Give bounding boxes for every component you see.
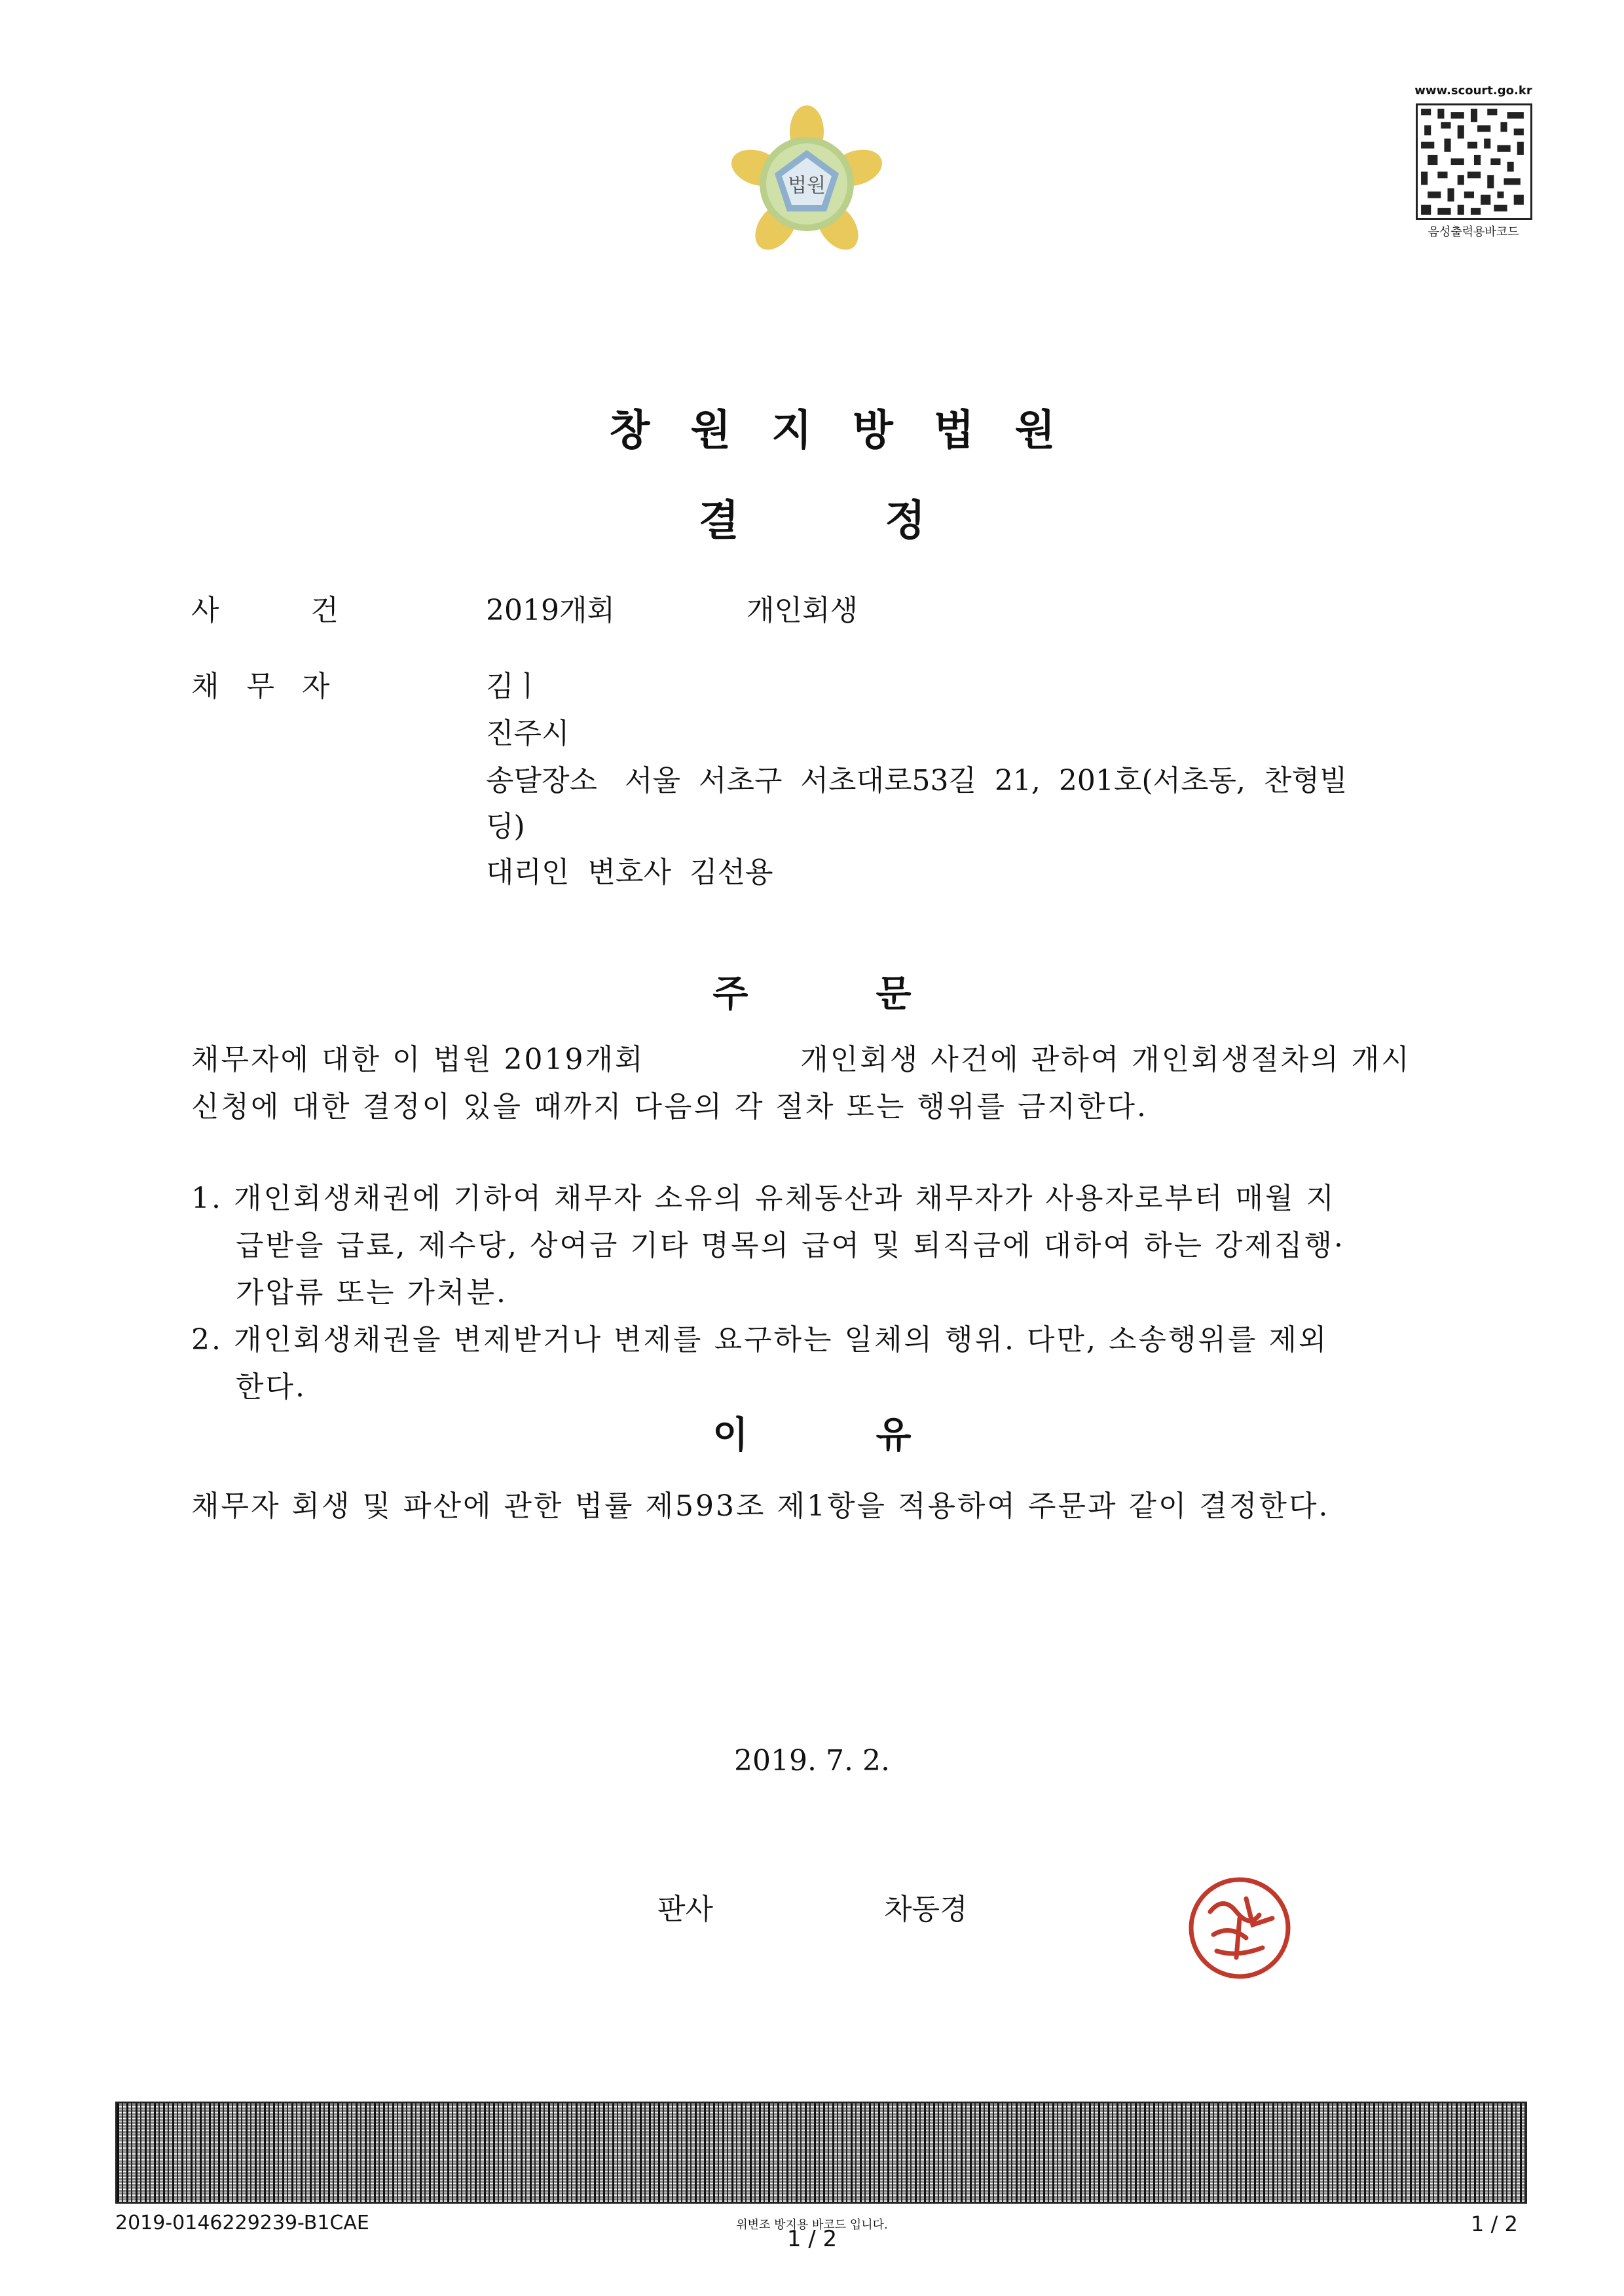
barcode-caption: 위변조 방지용 바코드 입니다.: [736, 2218, 888, 2232]
decision-date: 2019. 7. 2.: [734, 1744, 890, 1777]
court-name: 창원지방법원: [609, 407, 1096, 455]
qr-barcode-icon: [1416, 103, 1532, 220]
order-item-1-cont: 급받을 급료, 제수당, 상여금 기타 명목의 급여 및 퇴직금에 대하여 하는 강제집행·: [236, 1229, 1345, 1262]
delivery-address: 송달장소 서울 서초구 서초대로53길 21, 201호(서초동, 찬형빌: [486, 764, 1348, 797]
order-paragraph-line1: 채무자에 대한 이 법원 2019개회 개인회생 사건에 관하여 개인회생절차의 개시: [191, 1043, 1411, 1076]
debtor-label: 채 무 자: [191, 670, 330, 703]
order-item-2-cont: 한다.: [236, 1370, 306, 1404]
reason-text: 채무자 회생 및 파산에 관한 법률 제593조 제1항을 적용하여 주문과 같이 결정한다.: [191, 1489, 1330, 1523]
judge-name: 차동경: [884, 1893, 968, 1926]
order-item-1: 1. 개인회생채권에 기하여 채무자 소유의 유체동산과 채무자가 사용자로부터 매월 지: [191, 1182, 1336, 1215]
order-heading: 주 문: [712, 973, 912, 1015]
order-item-1-end: 가압류 또는 가처분.: [236, 1276, 507, 1309]
delivery-address-cont: 딩): [486, 810, 525, 843]
qr-caption: 음성출력용바코드: [1428, 225, 1519, 239]
emblem-text: 법원: [788, 174, 826, 197]
judge-seal-icon: [1184, 1872, 1295, 1984]
anti-forgery-barcode: [115, 2102, 1527, 2204]
debtor-name: 김ㅣ: [486, 670, 542, 703]
qr-site-url: www.scourt.go.kr: [1414, 84, 1532, 98]
document-id: 2019-0146229239-B1CAE: [115, 2212, 369, 2234]
case-label: 사 건: [191, 594, 339, 627]
agent: 대리인 변호사 김선용: [486, 856, 773, 889]
order-paragraph-line2: 신청에 대한 결정이 있을 때까지 다음의 각 절차 또는 행위를 금지한다.: [191, 1090, 1148, 1123]
order-item-2: 2. 개인회생채권을 변제받거나 변제를 요구하는 일체의 행위. 다만, 소송행위를 제외: [191, 1323, 1329, 1357]
reason-heading: 이 유: [712, 1414, 912, 1457]
court-emblem-icon: [728, 102, 885, 259]
debtor-city: 진주시: [486, 717, 570, 750]
judge-title: 판사: [657, 1893, 714, 1926]
page-number-center: 1 / 2: [786, 2226, 838, 2252]
case-type: 개인회생: [747, 594, 858, 627]
case-number: 2019개회: [486, 594, 615, 627]
document-type-title: 결 정: [698, 497, 926, 545]
page-number-right: 1 / 2: [1471, 2212, 1518, 2236]
